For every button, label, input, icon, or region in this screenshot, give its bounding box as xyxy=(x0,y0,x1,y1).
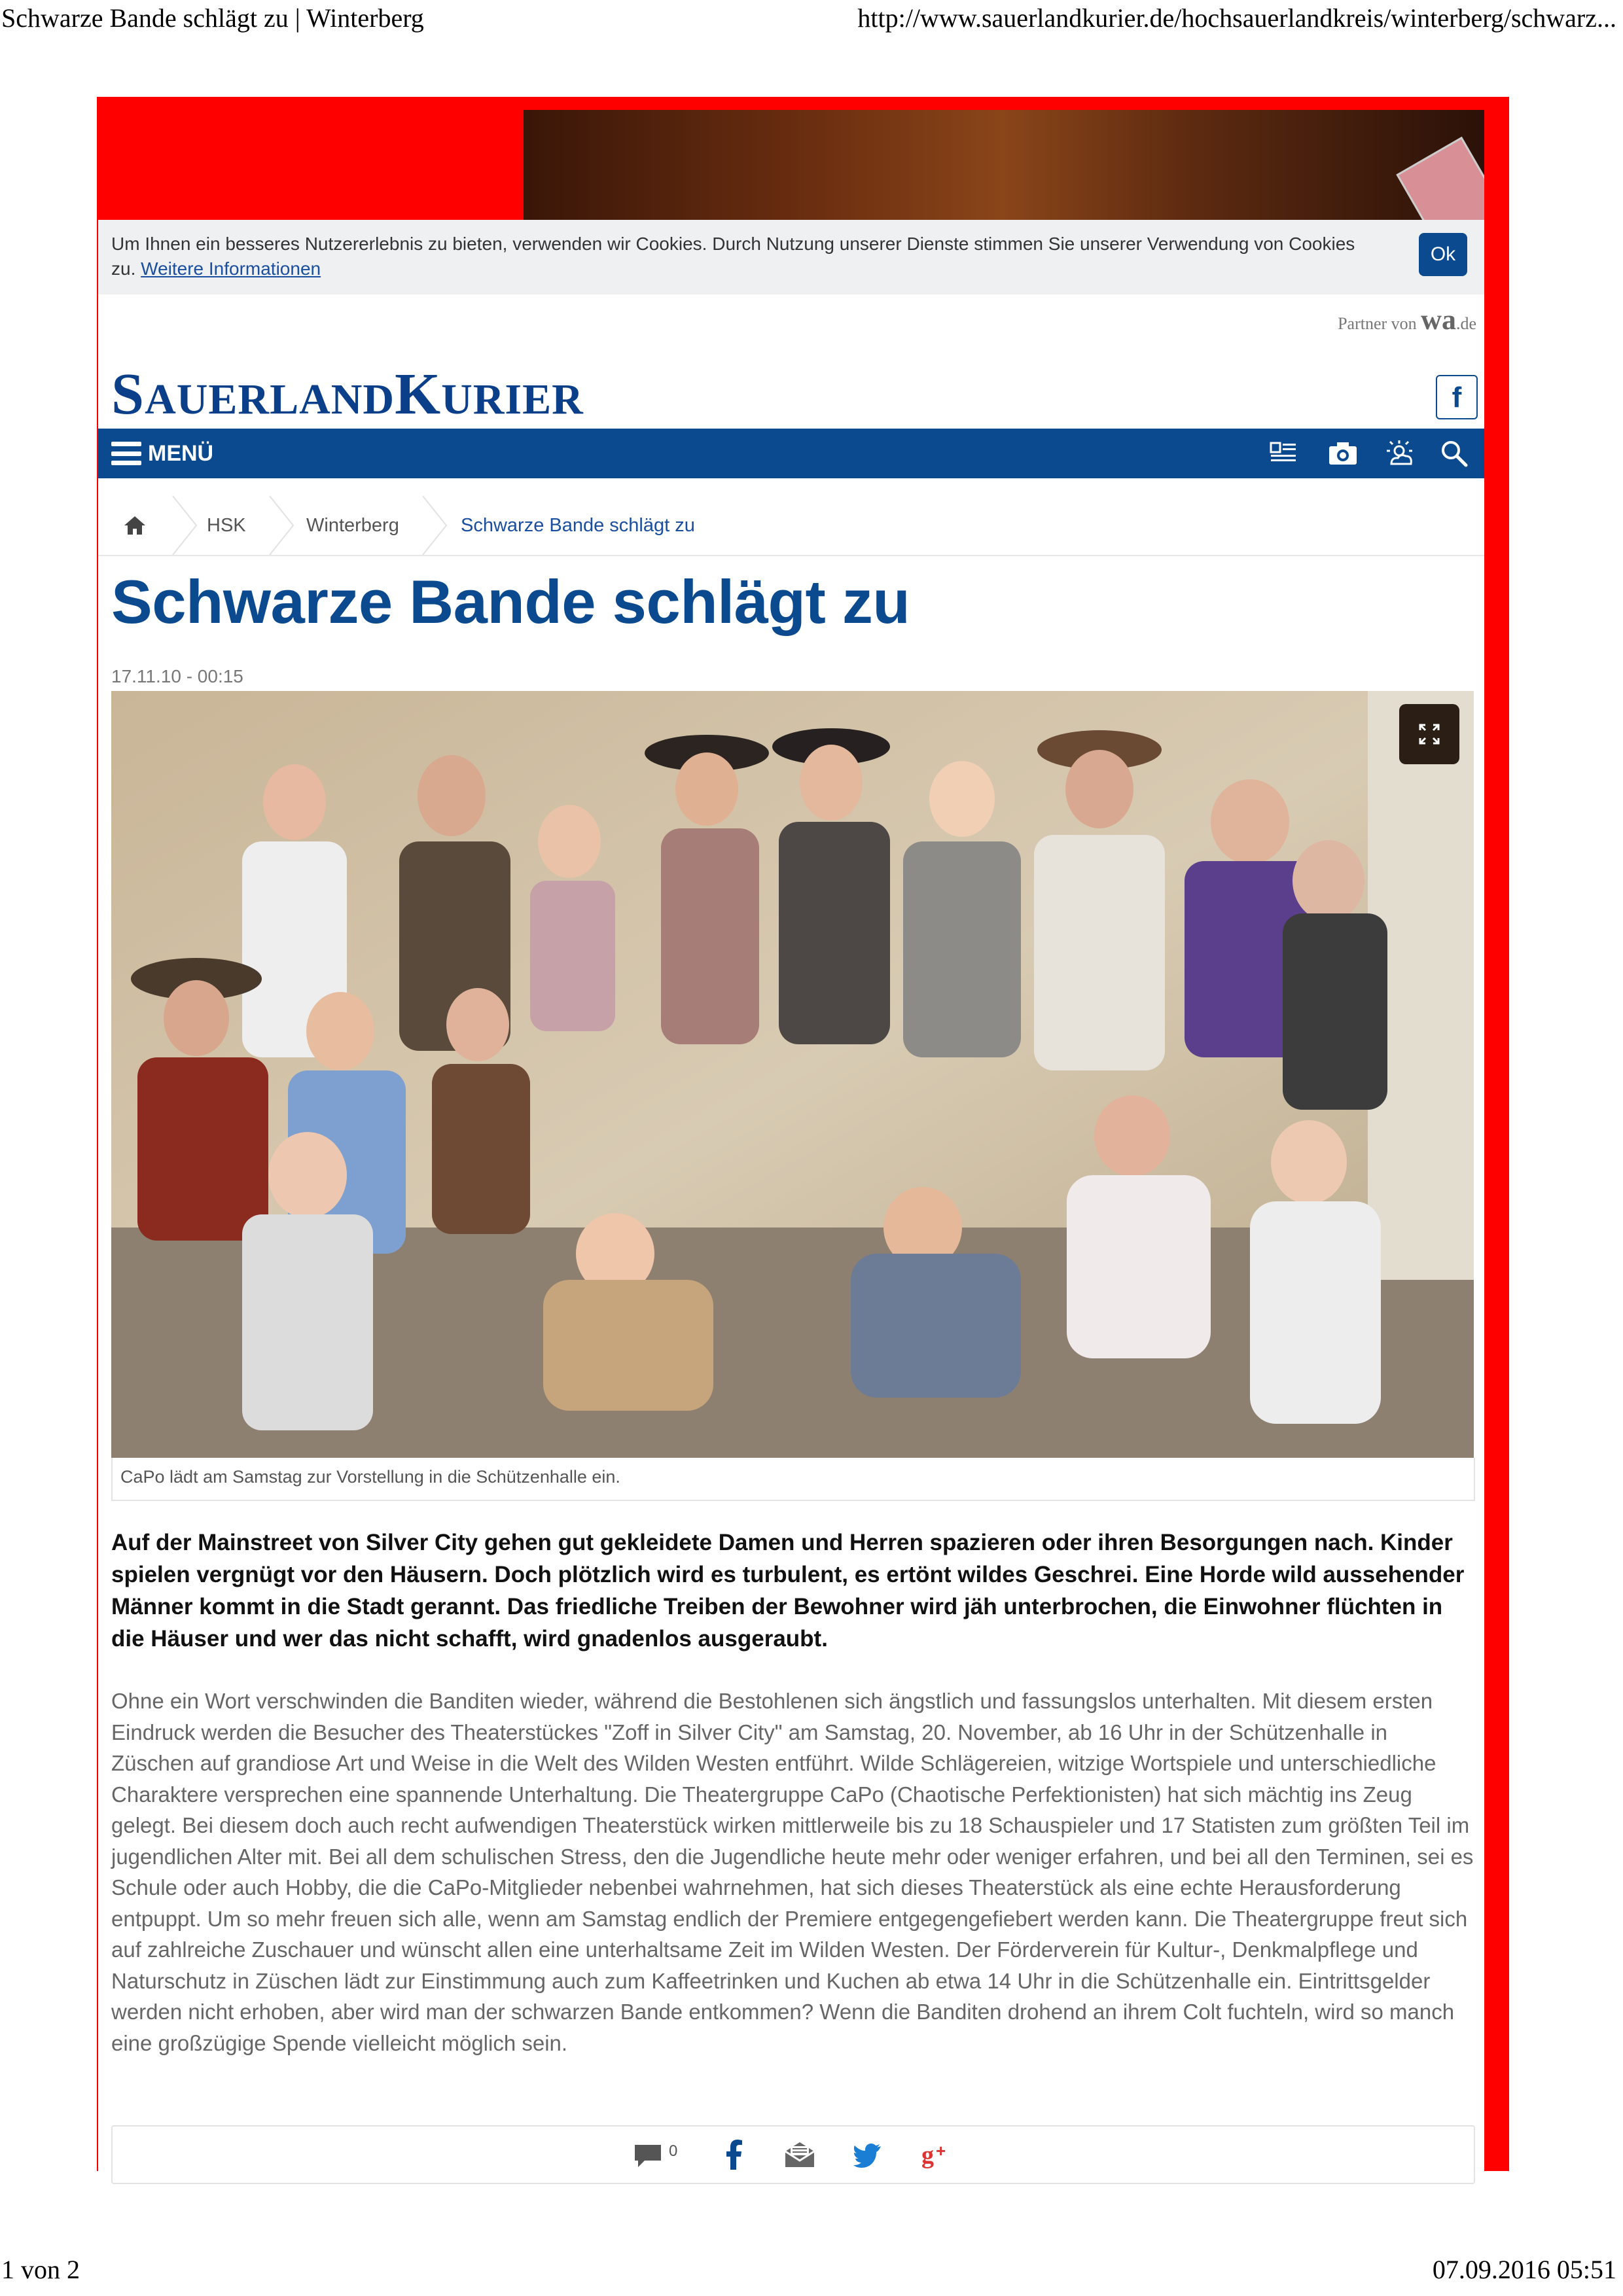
group-photo-image xyxy=(111,691,1474,1458)
svg-text:g: g xyxy=(921,2142,934,2169)
photo-caption-box xyxy=(111,1458,1475,1501)
menu-label: MENÜ xyxy=(148,440,214,466)
print-footer xyxy=(0,2254,1623,2293)
expand-icon xyxy=(1399,704,1459,764)
svg-text:+: + xyxy=(936,2141,946,2161)
logo-letter-k: K xyxy=(395,362,442,427)
home-icon[interactable] xyxy=(123,514,147,537)
breadcrumb-item-hsk[interactable]: HSK xyxy=(207,515,246,536)
page-title: Schwarze Bande schlägt zu xyxy=(111,567,910,636)
print-page-number: 1 von 2 xyxy=(1,2255,80,2284)
webpage xyxy=(98,110,1484,2171)
menu-button[interactable] xyxy=(111,429,213,478)
site-logo[interactable] xyxy=(111,361,584,427)
facebook-share-icon[interactable] xyxy=(721,2140,747,2170)
logo-letter-s: S xyxy=(111,362,145,427)
print-datetime: 07.09.2016 05:51 xyxy=(1432,2255,1616,2284)
print-page-title: Schwarze Bande schlägt zu | Winterberg xyxy=(1,3,424,33)
main-navbar xyxy=(98,429,1484,478)
cookie-message: Um Ihnen ein besseres Nutzererlebnis zu bieten, verwenden wir Cookies. Durch Nutzung unserer Dienste stimmen Sie unserer Verwendung von Cookies zu. xyxy=(111,234,1355,279)
camera-icon[interactable] xyxy=(1327,438,1359,469)
email-share-icon[interactable] xyxy=(784,2140,815,2170)
article-lead: Auf der Mainstreet von Silver City gehen gut gekleidete Damen und Herren spazieren oder ihren Besorgungen nach. Kinder spielen vergnügt vor den Häusern. Doch plötzlich wird es turbulent, es ertönt wildes Geschrei. Eine Horde wild aussehender Männer kommt in die Stadt gerannt. Das friedliche Treiben der Bewohner wird jäh unterbrochen, die Einwohner flüchten in die Häuser und wer das nicht schafft, wird gnadenlos ausgeraubt. xyxy=(111,1530,1465,1651)
logo-word-auerland: AUERLAND xyxy=(145,376,395,423)
fullscreen-button[interactable] xyxy=(1399,704,1459,764)
twitter-share-icon[interactable] xyxy=(853,2140,882,2170)
logo-word-urier: URIER xyxy=(441,376,584,423)
partner-label[interactable] xyxy=(1338,303,1476,336)
article-body: Ohne ein Wort verschwinden die Banditen wieder, während die Bestohlenen sich ängstlich und fassungslos unterhalten. Mit diesem ersten Eindruck werden die Besucher des Theaterstückes "Zoff in Silver City" am Samstag, 20. November, ab 16 Uhr in der Schützenhalle in Züschen auf grandiose Art und Weise in die Welt des Wilden Westen entführt. Wilde Schlägereien, witzige Wortspiele und unterschiedliche Charaktere versprechen eine spannende Unterhaltung. Die Theatergruppe CaPo (Chaotische Perfektionisten) hat sich mächtig ins Zeug gelegt. Bei diesem doch auch recht aufwendigen Theaterstück wirken mittlerweile bis zu 18 Schauspieler und 17 Statisten zum größten Teil im jugendlichen Alter mit. Bei all dem schulischen Stress, den die Jugendliche heute mehr oder weniger erfahren, und bei all den Terminen, sei es Schule oder auch Hobby, die die CaPo-Mitglieder nebenbei wahrnehmen, hat sich dieses Theaterstück als eine echte Herausforderung entpuppt. Um so mehr freuen sich alle, wenn am Samstag endlich der Premiere entgegengefiebert werden kann. Die Theatergruppe freut sich auf zahlreiche Zuschauer und wünscht allen eine unterhaltsame Zeit im Wilden Westen. Der Förderverein für Kultur-, Denkmalpflege und Naturschutz in Züschen lädt zur Einstimmung auch zum Kaffeetrinken und Kuchen ab etwa 14 Uhr in die Schützenhalle ein. Eintrittsgelder werden nicht erhoben, aber wird man der schwarzen Bande entkommen? Wenn die Banditen drohend an ihrem Colt fuchteln, wird so manch eine großzügige Spende vielleicht möglich sein. xyxy=(111,1689,1474,2055)
partner-suffix: .de xyxy=(1455,314,1476,333)
breadcrumb-separator xyxy=(171,496,198,555)
facebook-icon: f xyxy=(1452,381,1462,414)
comment-count: 0 xyxy=(669,2142,678,2160)
ad-image xyxy=(524,110,1484,220)
breadcrumb xyxy=(98,496,1484,556)
cookie-ok-button[interactable]: Ok xyxy=(1419,233,1467,276)
comment-icon[interactable] xyxy=(633,2140,663,2170)
share-bar xyxy=(111,2125,1475,2184)
photo-caption: CaPo lädt am Samstag zur Vorstellung in die Schützenhalle ein. xyxy=(120,1467,620,1487)
weather-icon[interactable] xyxy=(1385,438,1416,469)
facebook-header-button[interactable] xyxy=(1436,375,1478,419)
cookie-text xyxy=(111,232,1381,281)
breadcrumb-item-winterberg[interactable]: Winterberg xyxy=(306,515,399,536)
article-photo[interactable] xyxy=(111,691,1474,1458)
breadcrumb-separator xyxy=(268,496,294,555)
breadcrumb-item-current[interactable]: Schwarze Bande schlägt zu xyxy=(461,515,695,536)
search-icon[interactable] xyxy=(1438,438,1470,469)
cookie-more-info-link[interactable]: Weitere Informationen xyxy=(141,258,321,279)
hamburger-icon xyxy=(111,442,141,465)
googleplus-share-icon[interactable] xyxy=(921,2140,950,2170)
breadcrumb-separator xyxy=(421,496,448,555)
partner-prefix: Partner von xyxy=(1338,314,1417,333)
print-page-url: http://www.sauerlandkurier.de/hochsauerlandkreis/winterberg/schwarz... xyxy=(857,3,1616,33)
epaper-icon[interactable] xyxy=(1268,438,1300,469)
print-header xyxy=(0,0,1623,39)
ad-banner[interactable] xyxy=(98,110,1484,220)
cookie-notice xyxy=(98,220,1484,294)
article-date: 17.11.10 - 00:15 xyxy=(111,666,243,686)
partner-brand: wa xyxy=(1421,304,1456,336)
